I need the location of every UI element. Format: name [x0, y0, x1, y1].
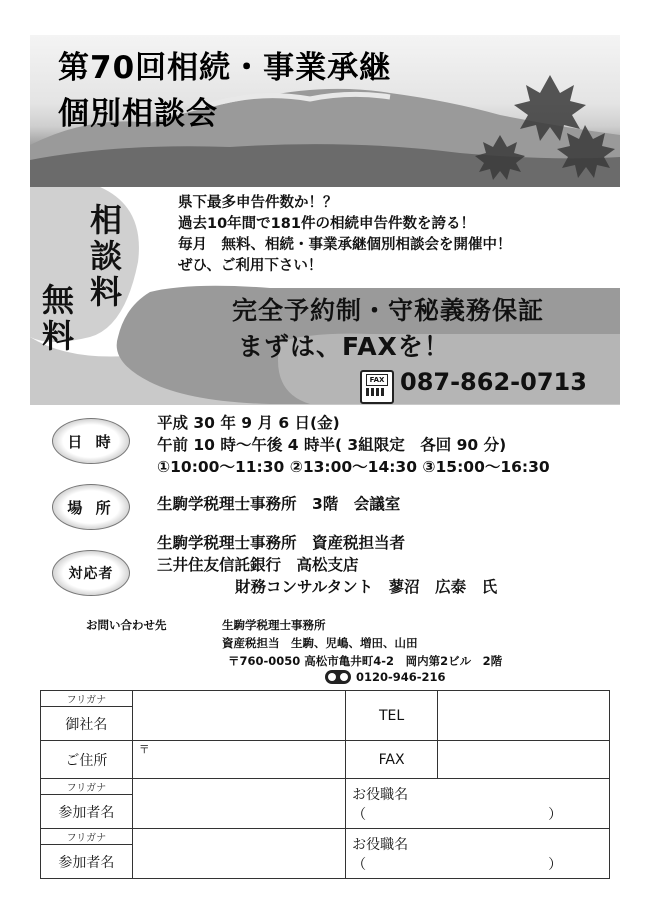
- freedial-icon: [325, 670, 351, 684]
- position1-field[interactable]: お役職名（ ）: [346, 779, 610, 829]
- free-label: 無料: [37, 283, 75, 355]
- event-title-line2: 個別相談会: [58, 96, 218, 132]
- participant2-label: 参加者名: [41, 845, 133, 879]
- date-badge: [52, 418, 130, 464]
- contact-label: お問い合わせ先: [86, 618, 167, 632]
- header-banner: [30, 35, 620, 187]
- freedial-number: 0120-946-216: [356, 670, 446, 684]
- participant2-input[interactable]: [132, 829, 345, 879]
- tel-label: TEL: [346, 691, 438, 741]
- fax-input[interactable]: [438, 741, 610, 779]
- intro-line: 毎月 無料、相続・事業承継個別相談会を開催中！: [178, 237, 512, 253]
- furigana-label: フリガナ: [41, 779, 133, 795]
- contact-address: 〒760-0050 高松市亀井町4-2 岡内第2ビル 2階: [228, 654, 503, 668]
- postal-mark: 〒: [138, 743, 150, 756]
- event-date: 平成 30 年 9 月 6 日(金): [157, 414, 340, 432]
- event-title-line1: 第70回相続・事業承継: [58, 50, 392, 86]
- participant1-input[interactable]: [132, 779, 345, 829]
- staff-badge: [52, 550, 130, 596]
- furigana-label: フリガナ: [41, 691, 133, 707]
- position2-field[interactable]: お役職名（ ）: [346, 829, 610, 879]
- tel-input[interactable]: [438, 691, 610, 741]
- event-place: 生駒学税理士事務所 3階 会議室: [157, 495, 401, 513]
- company-label: 御社名: [41, 707, 133, 741]
- intro-line: 過去10年間で181件の相続申告件数を誇る！: [178, 216, 475, 232]
- participant1-label: 参加者名: [41, 795, 133, 829]
- consult-fee-label: 相談料: [85, 203, 123, 311]
- staff-info: [157, 532, 497, 598]
- intro-line: ぜひ、ご利用下さい！: [178, 258, 323, 274]
- staff-line: 三井住友信託銀行 高松支店: [157, 556, 359, 574]
- reservation-text: 完全予約制・守秘義務保証: [232, 296, 545, 325]
- contact-staff: 資産税担当 生駒、児嶋、増田、山田: [222, 636, 418, 650]
- event-slots: ①10:00～11:30 ②13:00～14:30 ③15:00～16:30: [157, 458, 550, 476]
- schedule-info: [157, 412, 550, 478]
- intro-text: [178, 193, 512, 277]
- staff-label: 対応者: [68, 566, 114, 582]
- contact-block: [222, 616, 502, 670]
- intro-line: 県下最多申告件数か！？: [178, 195, 338, 211]
- fax-number: 087-862-0713: [400, 368, 587, 396]
- fax-call-text: まずは、FAXを！: [238, 332, 450, 361]
- address-input[interactable]: [132, 741, 345, 779]
- event-hours: 午前 10 時～午後 4 時半( 3組限定 各回 90 分): [157, 436, 507, 454]
- date-label: 日 時: [67, 432, 115, 451]
- furigana-label: フリガナ: [41, 829, 133, 845]
- application-form: [40, 690, 610, 879]
- fax-label: FAX: [346, 741, 438, 779]
- fax-icon: FAX: [360, 370, 394, 404]
- address-label: ご住所: [41, 741, 133, 779]
- place-badge: [52, 484, 130, 530]
- contact-office: 生駒学税理士事務所: [222, 618, 326, 632]
- company-input[interactable]: [132, 691, 345, 741]
- place-label: 場 所: [67, 498, 115, 517]
- staff-line: 財務コンサルタント 蓼沼 広泰 氏: [235, 578, 498, 596]
- staff-line: 生駒学税理士事務所 資産税担当者: [157, 534, 406, 552]
